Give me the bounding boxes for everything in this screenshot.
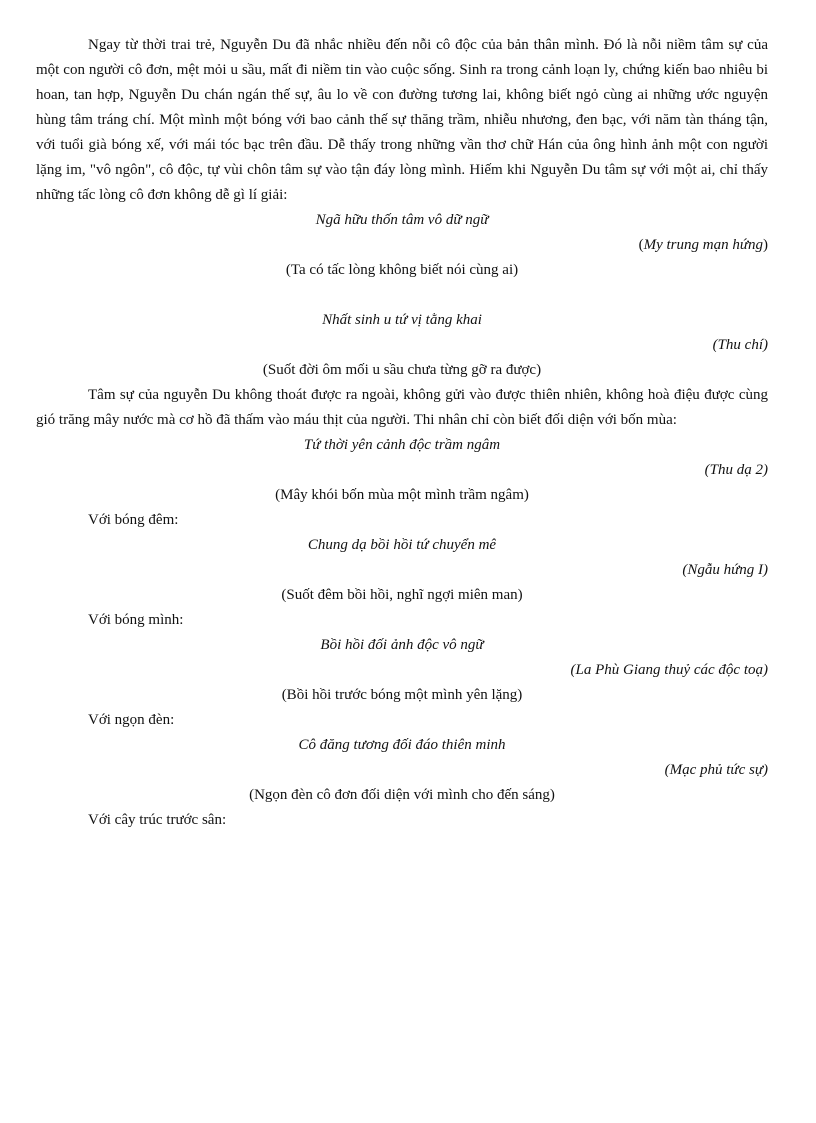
quote-verse-3: Tứ thời yên cảnh độc trầm ngâm — [303, 437, 501, 453]
paragraph-intro-text: Ngay từ thời trai trẻ, Nguyễn Du đã nhắc nhiều đến nỗi cô độc của bản thân mình. Đó là nỗi niềm tâm sự của một con người cô đơn, mệt mỏi u sầu, mất đi niềm tin vào cuộc sống. Sinh ra trong cảnh loạn ly, chứng kiến bao nhiêu bi hoan, tan hợp, Nguyễn Du chán ngán thế sự, âu lo về con đường tương lai, không biết ngỏ cùng ai những ước nguyện hùng tâm tráng chí. Một mình một bóng với bao cảnh thế sự thăng trầm, nhiễu nhương, đen bạc, với năm tàn tháng tận, với tuổi già bóng xế, với mái tóc bạc trên đầu. Dễ thấy trong những vần thơ chữ Hán của ông hình ảnh một con người lặng im, "vô ngôn", cô độc, tự vùi chôn tâm sự vào tận đáy lòng mình. Hiếm khi Nguyễn Du tâm sự với một ai, chỉ thấy những tấc lòng cô đơn không dễ gì lí giải: — [36, 37, 768, 203]
quote-verse-1: Ngã hữu thốn tâm vô dữ ngữ — [315, 212, 489, 228]
paragraph-seasons — [36, 383, 768, 433]
quote-verse-6: Cô đăng tương đối đáo thiên minh — [298, 737, 506, 753]
quote-translation-6: (Ngọn đèn cô đơn đối diện với mình cho đến sáng) — [249, 787, 555, 803]
label-lamp: Với ngọn đèn: — [88, 712, 175, 728]
quote-source-6: (Mạc phủ tức sự) — [664, 762, 768, 778]
spacer — [88, 283, 768, 308]
quote-source-5: (La Phù Giang thuỷ các độc toạ) — [570, 662, 768, 678]
quote-verse-2: Nhất sinh u tứ vị tằng khai — [322, 312, 482, 328]
quote-source-2: (Thu chí) — [712, 337, 768, 353]
paragraph-seasons-text: Tâm sự của nguyễn Du không thoát được ra ngoài, không gửi vào được thiên nhiên, không hoà điệu được cùng gió trăng mây nước mà cơ hồ đã thấm vào máu thịt của người. Thi nhân chỉ còn biết đối diện với bốn mùa: — [36, 387, 768, 428]
quote-source-1-text: My trung mạn hứng — [643, 237, 763, 253]
quote-source-4: (Ngẫu hứng I) — [682, 562, 768, 578]
quote-source-1: (My trung mạn hứng) — [638, 237, 768, 253]
label-bamboo: Với cây trúc trước sân: — [88, 812, 227, 828]
quote-verse-4: Chung dạ bồi hồi tứ chuyển mê — [307, 537, 497, 553]
quote-translation-3: (Mây khói bốn mùa một mình trầm ngâm) — [275, 487, 529, 503]
quote-translation-1: (Ta có tấc lòng không biết nói cùng ai) — [285, 262, 519, 278]
paragraph-intro — [36, 33, 768, 208]
label-night: Với bóng đêm: — [88, 512, 179, 528]
quote-translation-4: (Suốt đêm bồi hồi, nghĩ ngợi miên man) — [281, 587, 523, 603]
quote-translation-2: (Suốt đời ôm mối u sầu chưa từng gỡ ra được) — [262, 362, 542, 378]
label-self: Với bóng mình: — [88, 612, 184, 628]
document-page — [36, 33, 768, 833]
quote-source-3: (Thu dạ 2) — [704, 462, 768, 478]
quote-verse-5: Bồi hồi đối ảnh độc vô ngữ — [320, 637, 484, 653]
quote-translation-5: (Bồi hồi trước bóng một mình yên lặng) — [281, 687, 523, 703]
